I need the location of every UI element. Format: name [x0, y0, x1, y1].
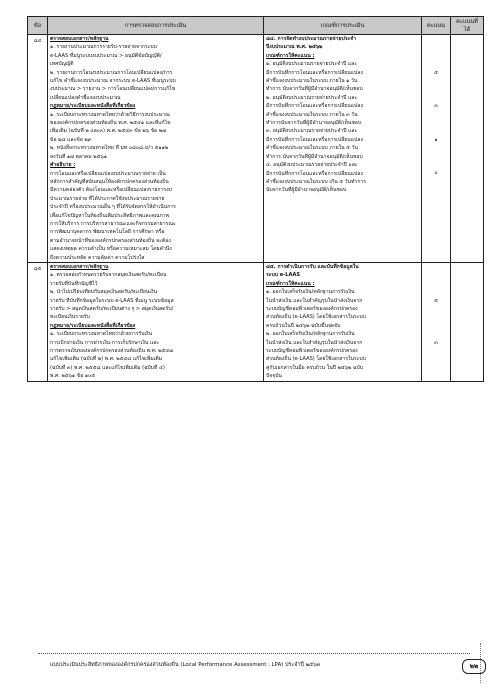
text-line: ระบบบัญชีคอมพิวเตอร์ขององค์กรปกครอง — [266, 306, 358, 312]
text-line: การเบิกจ่ายเงิน การฝากเงิน การเก็บรักษาเงิน และ — [50, 339, 160, 346]
text-line: ปัจจุบัน — [266, 373, 282, 380]
text-line: ๒. อนุมัติงบประมาณรายจ่ายประจำปี และ — [266, 94, 358, 101]
text-line: รายรับ ที่บันทึกข้อมูลในระบบ e-LAAS ที่เมนู ระบบข้อมูล — [50, 297, 174, 304]
text-line: ข้อ ๒๘ และข้อ ๒๙ — [50, 136, 92, 143]
process-cell — [48, 262, 264, 381]
score-value: ๓ — [434, 339, 438, 346]
text-line: ๘๔. การจัดทำงบประมาณรายจ่ายประจำ — [266, 36, 357, 42]
score-cell — [422, 262, 451, 381]
table-row — [28, 35, 484, 263]
text-line: หลักการสำคัญที่สนับสนุนให้องค์กรปกครองส่วนท้องถิ่น — [50, 178, 169, 185]
header-criteria: เกณฑ์การประเมิน — [264, 17, 422, 35]
text-line: เทศบัญญัติ — [50, 61, 74, 68]
score-obtained-cell[interactable] — [451, 262, 484, 381]
text-line: ๒. นำไปเปรียบเทียบกับสมุดเงินสดรับ/ทะเบียนเงิน — [50, 289, 158, 296]
text-line: ๒. หนังสือกระทรวงมหาดไทย ที่ มท ๐๘๐๘.๔/ว ๕๑๑๒ — [50, 145, 169, 152]
text-line: การตรวจเงินขององค์กรปกครองส่วนท้องถิ่น พ.ศ. ๒๕๔๗ — [50, 348, 173, 355]
text-line: ๒. ออกใบเสร็จรับเงิน/หลักฐานการรับเงิน — [266, 331, 355, 338]
header-no: ข้อ — [28, 17, 48, 35]
header-score-obtained: คะแนนที่ได้ — [451, 17, 484, 35]
text-line: ตามอำนาจหน้าที่ขององค์กรปกครองส่วนท้องถิ่น จะต้อง — [50, 237, 171, 244]
text-line: งบประมาณ > รายงาน > การโอนเปลี่ยนแปลง/การแก้ไข — [50, 86, 176, 93]
text-line: ๔. อนุมัติงบประมาณรายจ่ายประจำปี และ — [266, 162, 358, 169]
text-line: ส่วนท้องถิ่น (e-LAAS) โดยใช้เอกสารในระบบ — [266, 356, 366, 363]
text-line: ทะเบียนเงินรายรับ — [50, 314, 90, 321]
text-line: ครบถ้วนในปี ๒๕๖๒ ฉบับขึ้นจุดจับ — [266, 322, 341, 329]
text-line: คู่กับเอกสารในมือ ครบถ้วน ในปี ๒๕๖๒ ฉบับ — [266, 364, 363, 371]
text-line: ทำการนับจากวันที่ผู้มีอำนาจอนุมัติ/เห็นชอบ — [266, 120, 362, 127]
text-line: ขององค์กรปกครองส่วนท้องถิ่น พ.ศ. ๒๕๔๑ และที่แก้ไข — [50, 120, 171, 127]
text-line: มีการบันทึกการโอนและหรือการเปลี่ยนแปลง — [266, 103, 363, 110]
text-line: รายรับที่บันทึกบัญชีไว้ — [50, 280, 98, 287]
text-line: เพิ่มเติม (ฉบับที่ ๒ และ๓) พ.ศ. ๒๕๔๓ ข้อ ๒๖ ข้อ ๒๗ — [50, 128, 166, 135]
text-line: ๑. ออกใบเสร็จรับเงิน/หลักฐานการรับเงิน — [266, 289, 355, 296]
score-cell — [422, 35, 451, 263]
item-number: ๘๔ — [28, 35, 48, 263]
score-value: ๕ — [434, 297, 438, 304]
text-line: คำอธิบาย : — [50, 162, 76, 169]
text-line: นับจากวันที่ผู้มีอำนาจอนุมัติ/เห็นชอบ — [266, 187, 347, 194]
text-line: คำชี้แจงงบประมาณในระบบ ภายใน ๑ วัน — [266, 78, 358, 85]
text-line: (ฉบับที่ ๓) พ.ศ. ๒๕๕๘ และแก้ไขเพิ่มเติม (ฉบับที่ ๔) — [50, 364, 165, 371]
text-line: พ.ศ. ๒๕๖๑ ข้อ ๑๐๕ — [50, 373, 96, 380]
process-cell — [48, 35, 264, 263]
text-line: ประจำปี หรืองบประมาณอื่น ๆ ที่ได้รับจัดสรรให้ดำเนินการ — [50, 204, 176, 211]
text-line: คำชี้แจงงบประมาณในระบบ ภายใน ๕ วัน — [266, 145, 358, 152]
text-line: แสดงเหตุผล ความจำเป็น หรือความเหมาะสม โดยคำนึง — [50, 246, 172, 253]
table-row — [28, 262, 484, 381]
text-line: ๓. อนุมัติงบประมาณรายจ่ายประจำปี และ — [266, 128, 358, 135]
text-line: ส่วนท้องถิ่น (e-LAAS) โดยใช้เอกสารในระบบ — [266, 314, 366, 321]
text-line: เพื่อแก้ไขปัญหาในท้องถิ่นเพิ่มประสิทธิภาพและคุณภาพ — [50, 212, 169, 219]
text-line: คำชี้แจงงบประมาณในระบบ เกิน ๕ วันทำการ — [266, 178, 367, 185]
text-line: ทำการ นับจากวันที่ผู้มีอำนาจอนุมัติ/เห็นชอบ — [266, 86, 363, 93]
text-line: รายรับ > สมุดเงินสดรับ/ทะเบียนต่าง ๆ > สมุดเงินสดรับ/ — [50, 306, 174, 312]
text-line: การให้บริการ การบริหารสาธารณะและกิจกรรมสาธารณะ — [50, 220, 176, 227]
text-line: ประมาณรายจ่าย ที่ได้ประกาศใช้งบประมาณรายจ่าย — [50, 195, 165, 202]
table-header-row — [28, 17, 484, 35]
header-score: คะแนน — [422, 17, 451, 35]
criteria-cell — [264, 35, 422, 263]
assessment-table — [27, 16, 484, 382]
text-line: แก้ไข คำชี้แจงงบประมาณ จากระบบ e-LAAS ที่เมนูระบบ — [50, 78, 176, 85]
text-line: คำชี้แจงงบประมาณในระบบ ภายใน ๓ วัน — [266, 111, 358, 118]
text-line: มีการบันทึกการโอนและหรือการเปลี่ยนแปลง — [266, 69, 363, 76]
text-line: แก้ไขเพิ่มเติม (ฉบับที่ ๒) พ.ศ. ๒๕๔๘ แก้ไขเพิ่มเติม — [50, 356, 163, 363]
text-line: กฎหมาย/ระเบียบและหนังสือที่เกี่ยวข้อง — [50, 322, 136, 329]
text-line: e-LAAS ที่มนูระบบงบประมาณ > อนุมัติข้อบัญญัติ/ — [50, 52, 162, 59]
text-line: ๑. อนุมัติงบประมาณรายจ่ายประจำปี และ — [266, 61, 358, 68]
text-line: ๒. รายงานการโอนงบประมาณการโอนเปลี่ยนแปลง/การ — [50, 69, 173, 76]
text-line: ลงวันที่ ๑๗ ตุลาคม ๒๕๖๑ — [50, 153, 107, 160]
score-obtained-cell[interactable] — [451, 35, 484, 263]
score-value: ๐ — [434, 170, 438, 177]
text-line: ในนำส่งเงิน และใบสำคัญรุบในนำส่งเงินจาก — [266, 297, 363, 304]
text-line: เกณฑ์การให้คะแนน : — [266, 52, 315, 59]
score-value: ๕ — [434, 69, 438, 76]
text-line: ๑. ระเบียบกระทรวงมหาดไทยว่าด้วยการรับเงิน — [50, 331, 153, 338]
text-line: ๑. ตรวจสอบกำหนดรายรับจากสมุดเงินสดรับ/ทะเบียน — [50, 272, 167, 279]
page-footer — [38, 653, 479, 676]
text-line: ทำการ นับจากวันที่ผู้มีอำนาจอนุมัติ/เห็นชอบ — [266, 153, 363, 160]
text-line: ถึงความประหยัด ความคุ้มค่า ความโปร่งใส — [50, 254, 145, 261]
text-line: ในนำส่งเงิน และใบสำคัญรุบในนำส่งเงินจาก — [266, 339, 363, 346]
score-value: ๑ — [434, 136, 438, 143]
score-value: ๓ — [434, 103, 438, 110]
document-page — [27, 16, 478, 382]
text-line: กฎหมาย/ระเบียบและหนังสือที่เกี่ยวข้อง — [50, 103, 136, 110]
text-line: ตรวจสอบเอกสาร/หลักฐาน — [50, 263, 109, 270]
header-process: การตรวจสอบการประเมิน — [48, 17, 264, 35]
text-line: ๑. ระเบียบกระทรวงมหาดไทยว่าด้วยวิธีการงบประมาณ — [50, 111, 170, 118]
margin-dots — [480, 643, 487, 683]
footer-text: แบบประเมินประสิทธิภาพขององค์กรปกครองส่วนท้องถิ่น (Local Performance Assessment : LPA) ประจำปี ๒๕๖๓ — [50, 662, 321, 668]
criteria-cell — [264, 262, 422, 381]
text-line: ระบบ e-LAAS — [266, 272, 301, 279]
text-line: เกณฑ์การให้คะแนน : — [266, 280, 315, 287]
item-number: ๘๕ — [28, 262, 48, 381]
text-line: ตรวจสอบเอกสาร/หลักฐาน — [50, 36, 109, 42]
page-number-badge: ๒๒ — [462, 659, 486, 674]
text-line: ๑. รายงานประมาณการรายรับ-รายจ่ายจากระบบ — [50, 44, 157, 51]
text-line: มีการบันทึกการโอนและหรือการเปลี่ยนแปลง — [266, 170, 363, 177]
text-line: ระบบบัญชีคอมพิวเตอร์ขององค์กรปกครอง — [266, 348, 358, 355]
text-line: มีความคล่องตัว ต้องโอนและหรือเปลี่ยนแปลงรายการงบ — [50, 187, 172, 194]
text-line: ๘๕. การดำเนินการรับ และบันทึกข้อมูลใน — [266, 263, 359, 270]
text-line: การพัฒนาบุคลากร พัฒนาเทคโนโลยี การศึกษา หรือ — [50, 229, 165, 236]
text-line: การโอนและหรือเปลี่ยนแปลงงบประมาณรายจ่าย เป็น — [50, 170, 166, 177]
text-line: เปลี่ยนแปลงคำชี้แจงงบประมาณ — [50, 94, 121, 101]
text-line: ปีงบประมาณ พ.ศ. ๒๕๖๒ — [266, 44, 323, 51]
text-line: มีการบันทึกการโอนและหรือการเปลี่ยนแปลง — [266, 136, 363, 143]
